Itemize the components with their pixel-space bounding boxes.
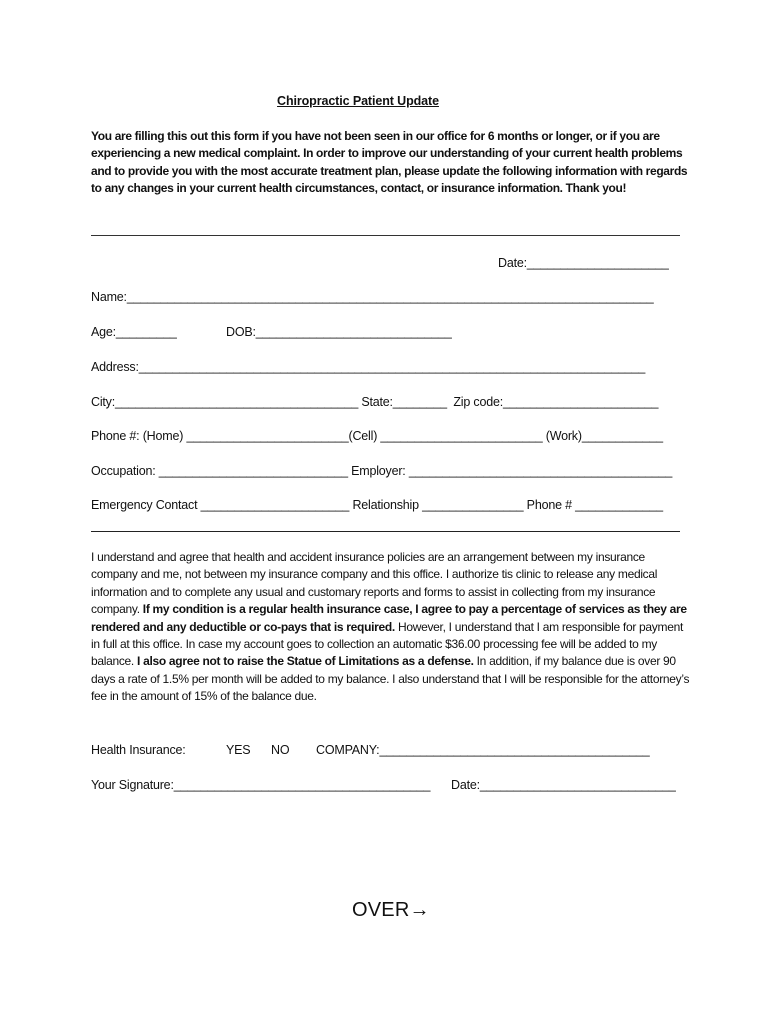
insurance-yes-option[interactable] [226,743,266,757]
occupation-employer-fields[interactable] [91,464,691,478]
address-field[interactable] [91,360,691,374]
insurance-no-label: NO [271,743,290,757]
signature-date-label: Date:_____________________________ [451,778,676,792]
phone-fields-label: Phone #: (Home) ________________________(Cell) ________________________ (Work)____________ [91,429,663,443]
form-title: Chiropractic Patient Update [277,94,439,108]
date-field-label: Date:_____________________ [498,256,669,270]
age-field[interactable] [91,325,211,339]
phone-fields[interactable] [91,429,691,443]
terms-bold-2: I also agree not to raise the Statue of Limitations as a defense. [137,654,474,669]
health-insurance-label [91,743,231,757]
age-field-label: Age:_________ [91,325,177,339]
terms-bold-1: If my condition is a regular health insurance case, I agree to pay a percentage of services as they are rendered and any deductible or co-pays that is required. [91,602,687,634]
name-field-label: Name:______________________________________________________________________________ [91,290,654,304]
insurance-company-field[interactable] [316,743,686,757]
terms-paragraph [91,549,691,706]
signature-field-label: Your Signature:______________________________________ [91,778,431,792]
address-field-label: Address:___________________________________________________________________________ [91,360,646,374]
intro-paragraph: You are filling this out this form if you have not been seen in our office for 6 months or longer, or if you are experiencing a new medical complaint. In order to improve our understanding of your current health problems and to provide you with the most accurate treatment plan, please update the following information with regards to any changes in your current health circumstances, contact, or insurance information. Thank you! [91,129,688,195]
occupation-employer-label: Occupation: ____________________________ Employer: _______________________________________ [91,464,673,478]
city-state-zip-fields[interactable] [91,395,691,409]
insurance-company-label: COMPANY:________________________________________ [316,743,650,757]
emergency-contact-fields[interactable] [91,498,691,512]
emergency-contact-label: Emergency Contact ______________________ Relationship _______________ Phone # _____________ [91,498,663,512]
divider-top [91,235,680,236]
terms-part-3: In addition, if my balance due is over 90 days a rate of 1.5% per month will be added to my balance. I also understand that I will be responsible for the attorney’s fee in the amount of 15% of the balance due. [91,654,690,704]
name-field[interactable] [91,290,691,304]
date-field[interactable] [498,256,698,270]
health-insurance-label-text: Health Insurance: [91,743,186,757]
signature-field[interactable] [91,778,446,792]
insurance-yes-label: YES [226,743,251,757]
dob-field-label: DOB:_____________________________ [226,325,452,339]
terms-part-1: I understand and agree that health and accident insurance policies are an arrangement between my insurance company and me, not between my insurance company and this office. I authorize tis clinic to release any medical information and to complete any usual and customary reports and forms to assist in collecting from my insurance company. [91,550,658,617]
over-label: OVER→ [352,899,430,921]
terms-part-2: However, I understand that I am responsible for payment in full at this office. In case my account goes to collection an automatic $36.00 processing fee will be added to my balance. [91,619,683,669]
divider-bottom [91,531,680,532]
city-state-zip-label: City:____________________________________ State:________ Zip code:_______________________ [91,395,659,409]
signature-date-field[interactable] [451,778,691,792]
dob-field[interactable] [226,325,486,339]
insurance-no-option[interactable] [271,743,311,757]
